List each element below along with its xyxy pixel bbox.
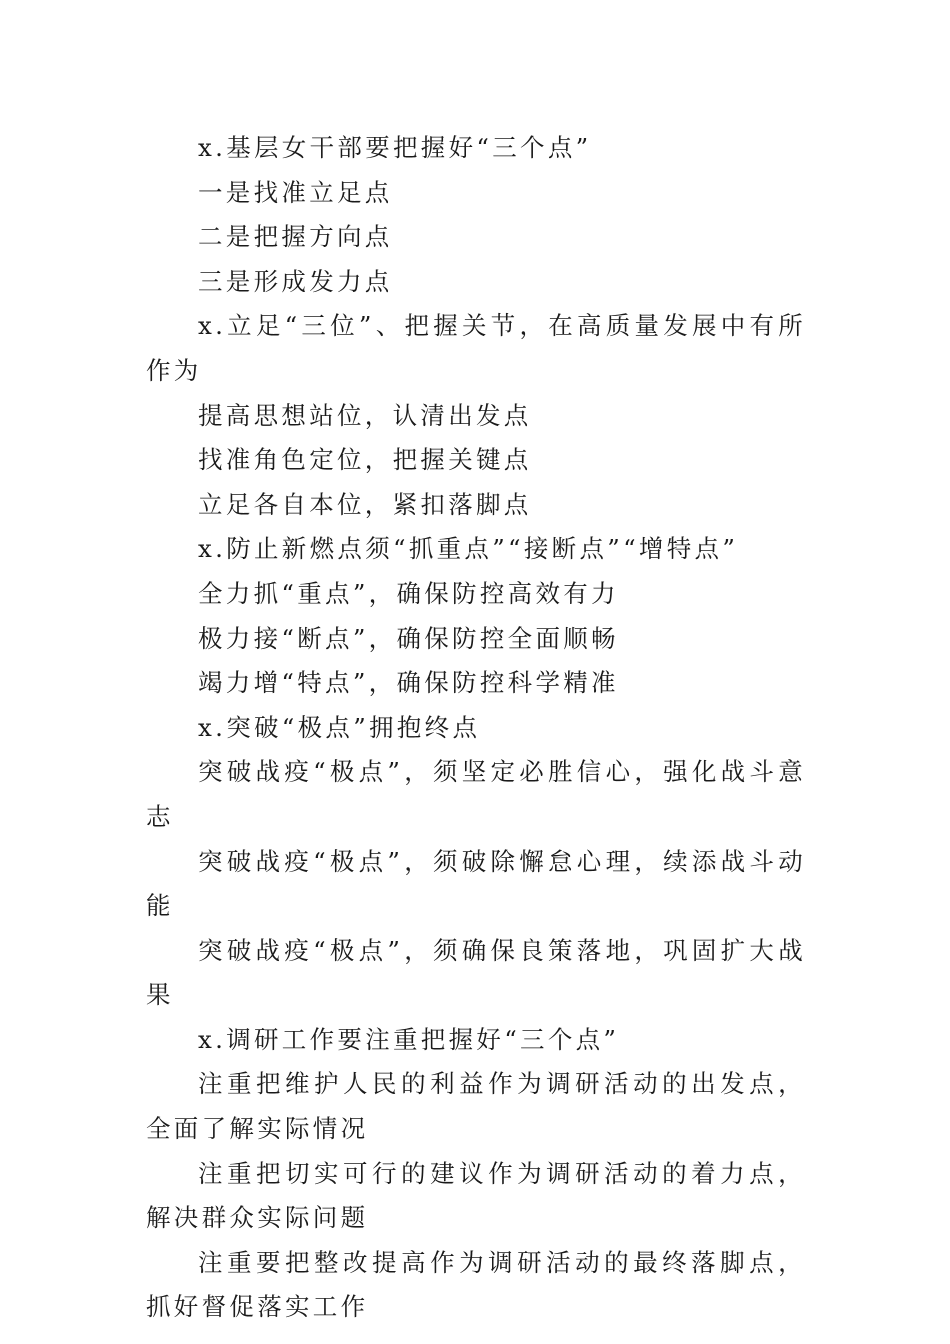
document-body xyxy=(146,126,806,1330)
paragraph: 注重把切实可行的建议作为调研活动的着力点，解决群众实际问题 xyxy=(146,1158,806,1233)
heading-1: x.基层女干部要把握好“三个点” xyxy=(198,133,592,162)
paragraph: 突破战疫“极点”，须破除懈怠心理，续添战斗动能 xyxy=(146,846,806,921)
heading-5: x.调研工作要注重把握好“三个点” xyxy=(198,1024,620,1054)
paragraph: 提高思想站位，认清出发点 xyxy=(198,400,532,430)
heading-4: x.突破“极点”拥抱终点 xyxy=(198,712,481,742)
heading-2: x.立足“三位”、把握关节，在高质量发展中有所作为 xyxy=(146,311,806,385)
paragraph: 注重要把整改提高作为调研活动的最终落脚点，抓好督促落实工作 xyxy=(146,1247,806,1322)
heading-3: x.防止新燃点须“抓重点”“接断点”“增特点” xyxy=(198,534,739,564)
paragraph: 注重把维护人民的利益作为调研活动的出发点，全面了解实际情况 xyxy=(146,1069,806,1144)
paragraph: 极力接“断点”，确保防控全面顺畅 xyxy=(198,623,619,653)
paragraph: 突破战疫“极点”，须坚定必胜信心，强化战斗意志 xyxy=(146,757,806,831)
paragraph: 竭力增“特点”，确保防控科学精准 xyxy=(198,668,619,698)
paragraph: 一是找准立足点 xyxy=(198,177,393,207)
paragraph: 突破战疫“极点”，须确保良策落地，巩固扩大战果 xyxy=(146,935,806,1010)
paragraph: 二是把握方向点 xyxy=(198,222,393,252)
paragraph: 全力抓“重点”，确保防控高效有力 xyxy=(198,578,619,608)
paragraph: 找准角色定位，把握关键点 xyxy=(198,445,532,475)
paragraph: 立足各自本位，紧扣落脚点 xyxy=(198,489,532,519)
paragraph: 三是形成发力点 xyxy=(198,266,393,296)
